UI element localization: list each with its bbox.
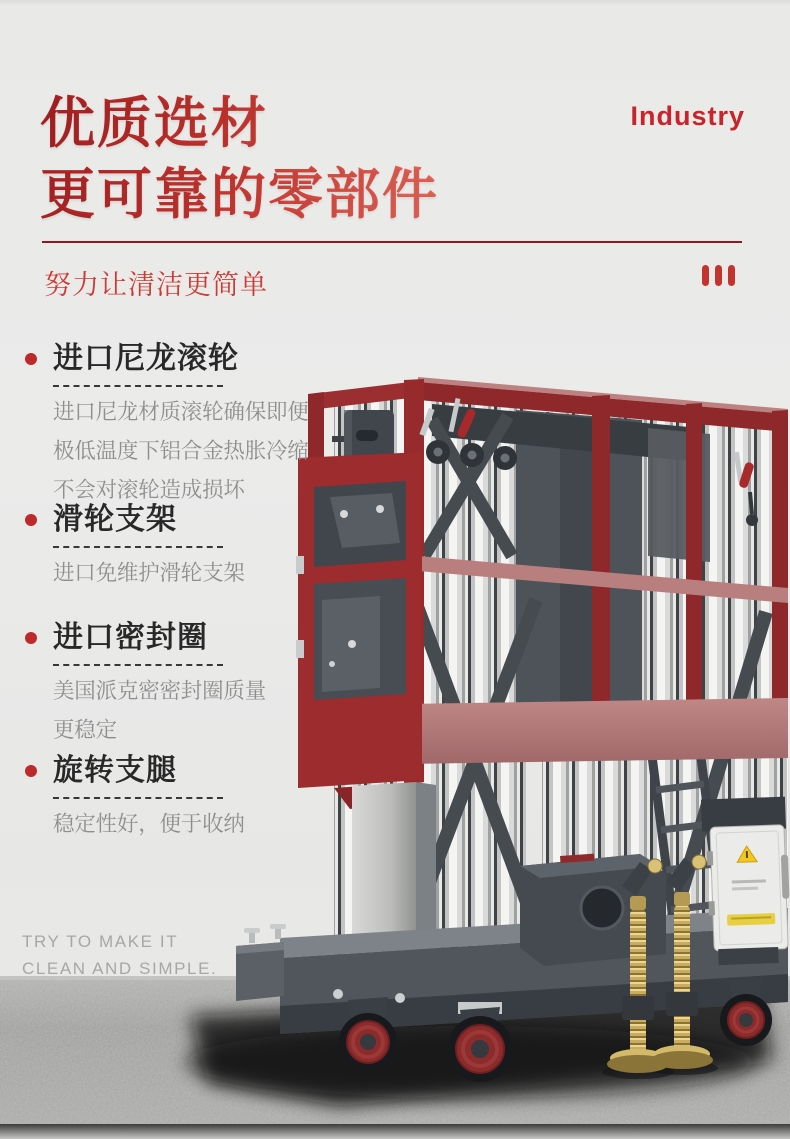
three-bars-icon — [702, 265, 735, 286]
control-box — [701, 797, 790, 966]
bar-icon — [702, 265, 709, 286]
feature-title: 进口密封圈 — [53, 621, 208, 654]
feature-description: 进口尼龙材质滚轮确保即便 极低温度下铝合金热胀冷缩 不会对滚轮造成损坏 — [53, 400, 309, 502]
title-line-1: 优质选材 — [40, 92, 269, 154]
brand-label: Industry — [630, 101, 745, 131]
page-title — [40, 88, 439, 230]
feature-title: 滑轮支架 — [53, 503, 177, 536]
footer-tagline — [22, 928, 217, 982]
feature-description: 美国派克密密封圈质量 更稳定 — [53, 679, 267, 742]
dashed-underline — [53, 664, 223, 666]
header-divider — [42, 241, 742, 243]
tagline-line-1: TRY TO MAKE IT — [22, 932, 179, 951]
bullet-dot-icon — [25, 353, 37, 365]
feature-title: 进口尼龙滚轮 — [53, 342, 239, 375]
tagline-line-2: CLEAN AND SIMPLE. — [22, 959, 218, 978]
bar-icon — [715, 265, 722, 286]
bullet-dot-icon — [25, 514, 37, 526]
feature-nylon-rollers — [53, 342, 353, 510]
bullet-dot-icon — [25, 765, 37, 777]
title-line-2: 更可靠的零部件 — [40, 163, 440, 225]
dashed-underline — [53, 385, 223, 387]
bar-icon — [728, 265, 735, 286]
feature-pulley-bracket — [53, 503, 353, 593]
feature-description: 进口免维护滑轮支架 — [53, 561, 245, 585]
dashed-underline — [53, 546, 223, 548]
feature-seal-ring — [53, 621, 353, 750]
feature-title: 旋转支腿 — [53, 754, 177, 787]
feature-rotating-legs — [53, 754, 353, 844]
bullet-dot-icon — [25, 632, 37, 644]
feature-description: 稳定性好，便于收纳 — [53, 812, 245, 836]
dashed-underline — [53, 797, 223, 799]
subtitle: 努力让清洁更简单 — [44, 270, 268, 300]
